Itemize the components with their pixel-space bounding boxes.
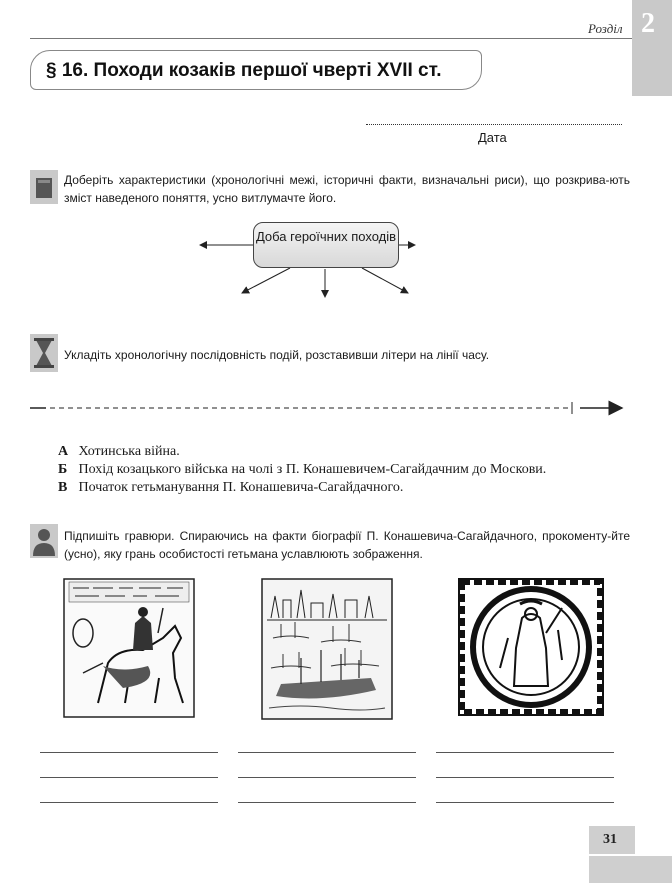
- date-label: Дата: [478, 130, 507, 145]
- hourglass-icon: [30, 334, 58, 372]
- timeline[interactable]: [30, 398, 630, 418]
- date-field[interactable]: [366, 124, 622, 125]
- task1-instruction: Доберіть характеристики (хронологічні межі, історичні факти, визначальні риси), що розкрива-ють зміст наведеного поняття, усно витлумачте його.: [64, 173, 630, 205]
- list-item: Б Похід козацького війська на чолі з П. Конашевичем-Сагайдачним до Москови.: [58, 462, 547, 477]
- engraving-cossack-portrait: [458, 578, 604, 716]
- engraving-naval-battle: [261, 578, 393, 720]
- header-rule: [30, 38, 632, 39]
- list-item: А Хотинська війна.: [58, 444, 180, 459]
- concept-box: Доба героїчних походів: [253, 222, 399, 268]
- engraving-horseman: [63, 578, 195, 718]
- caption-line[interactable]: [40, 777, 218, 778]
- caption-line[interactable]: [238, 802, 416, 803]
- task3-instruction: Підпишіть гравюри. Спираючись на факти біографії П. Конашевича-Сагайдачного, прокоменту-йте (усно), яку грань особистості гетьмана уславлюють зображення.: [64, 529, 630, 561]
- page-title: § 16. Походи козаків першої чверті XVII ст.: [46, 60, 442, 81]
- caption-line[interactable]: [40, 802, 218, 803]
- chapter-number: 2: [641, 8, 655, 39]
- caption-line[interactable]: [238, 777, 416, 778]
- caption-line[interactable]: [436, 752, 614, 753]
- list-item: В Початок гетьманування П. Конашевича-Сагайдачного.: [58, 480, 404, 495]
- caption-line[interactable]: [238, 752, 416, 753]
- caption-line[interactable]: [436, 777, 614, 778]
- book-icon: [30, 170, 58, 204]
- caption-line[interactable]: [436, 802, 614, 803]
- person-icon: [30, 524, 58, 558]
- task2-instruction: Укладіть хронологічну послідовність подій, розставивши літери на лінії часу.: [64, 348, 490, 362]
- page-number: 31: [603, 832, 617, 847]
- section-label: Розділ: [588, 21, 623, 36]
- event-list: [58, 443, 628, 497]
- caption-line[interactable]: [40, 752, 218, 753]
- footer-band: [589, 856, 672, 883]
